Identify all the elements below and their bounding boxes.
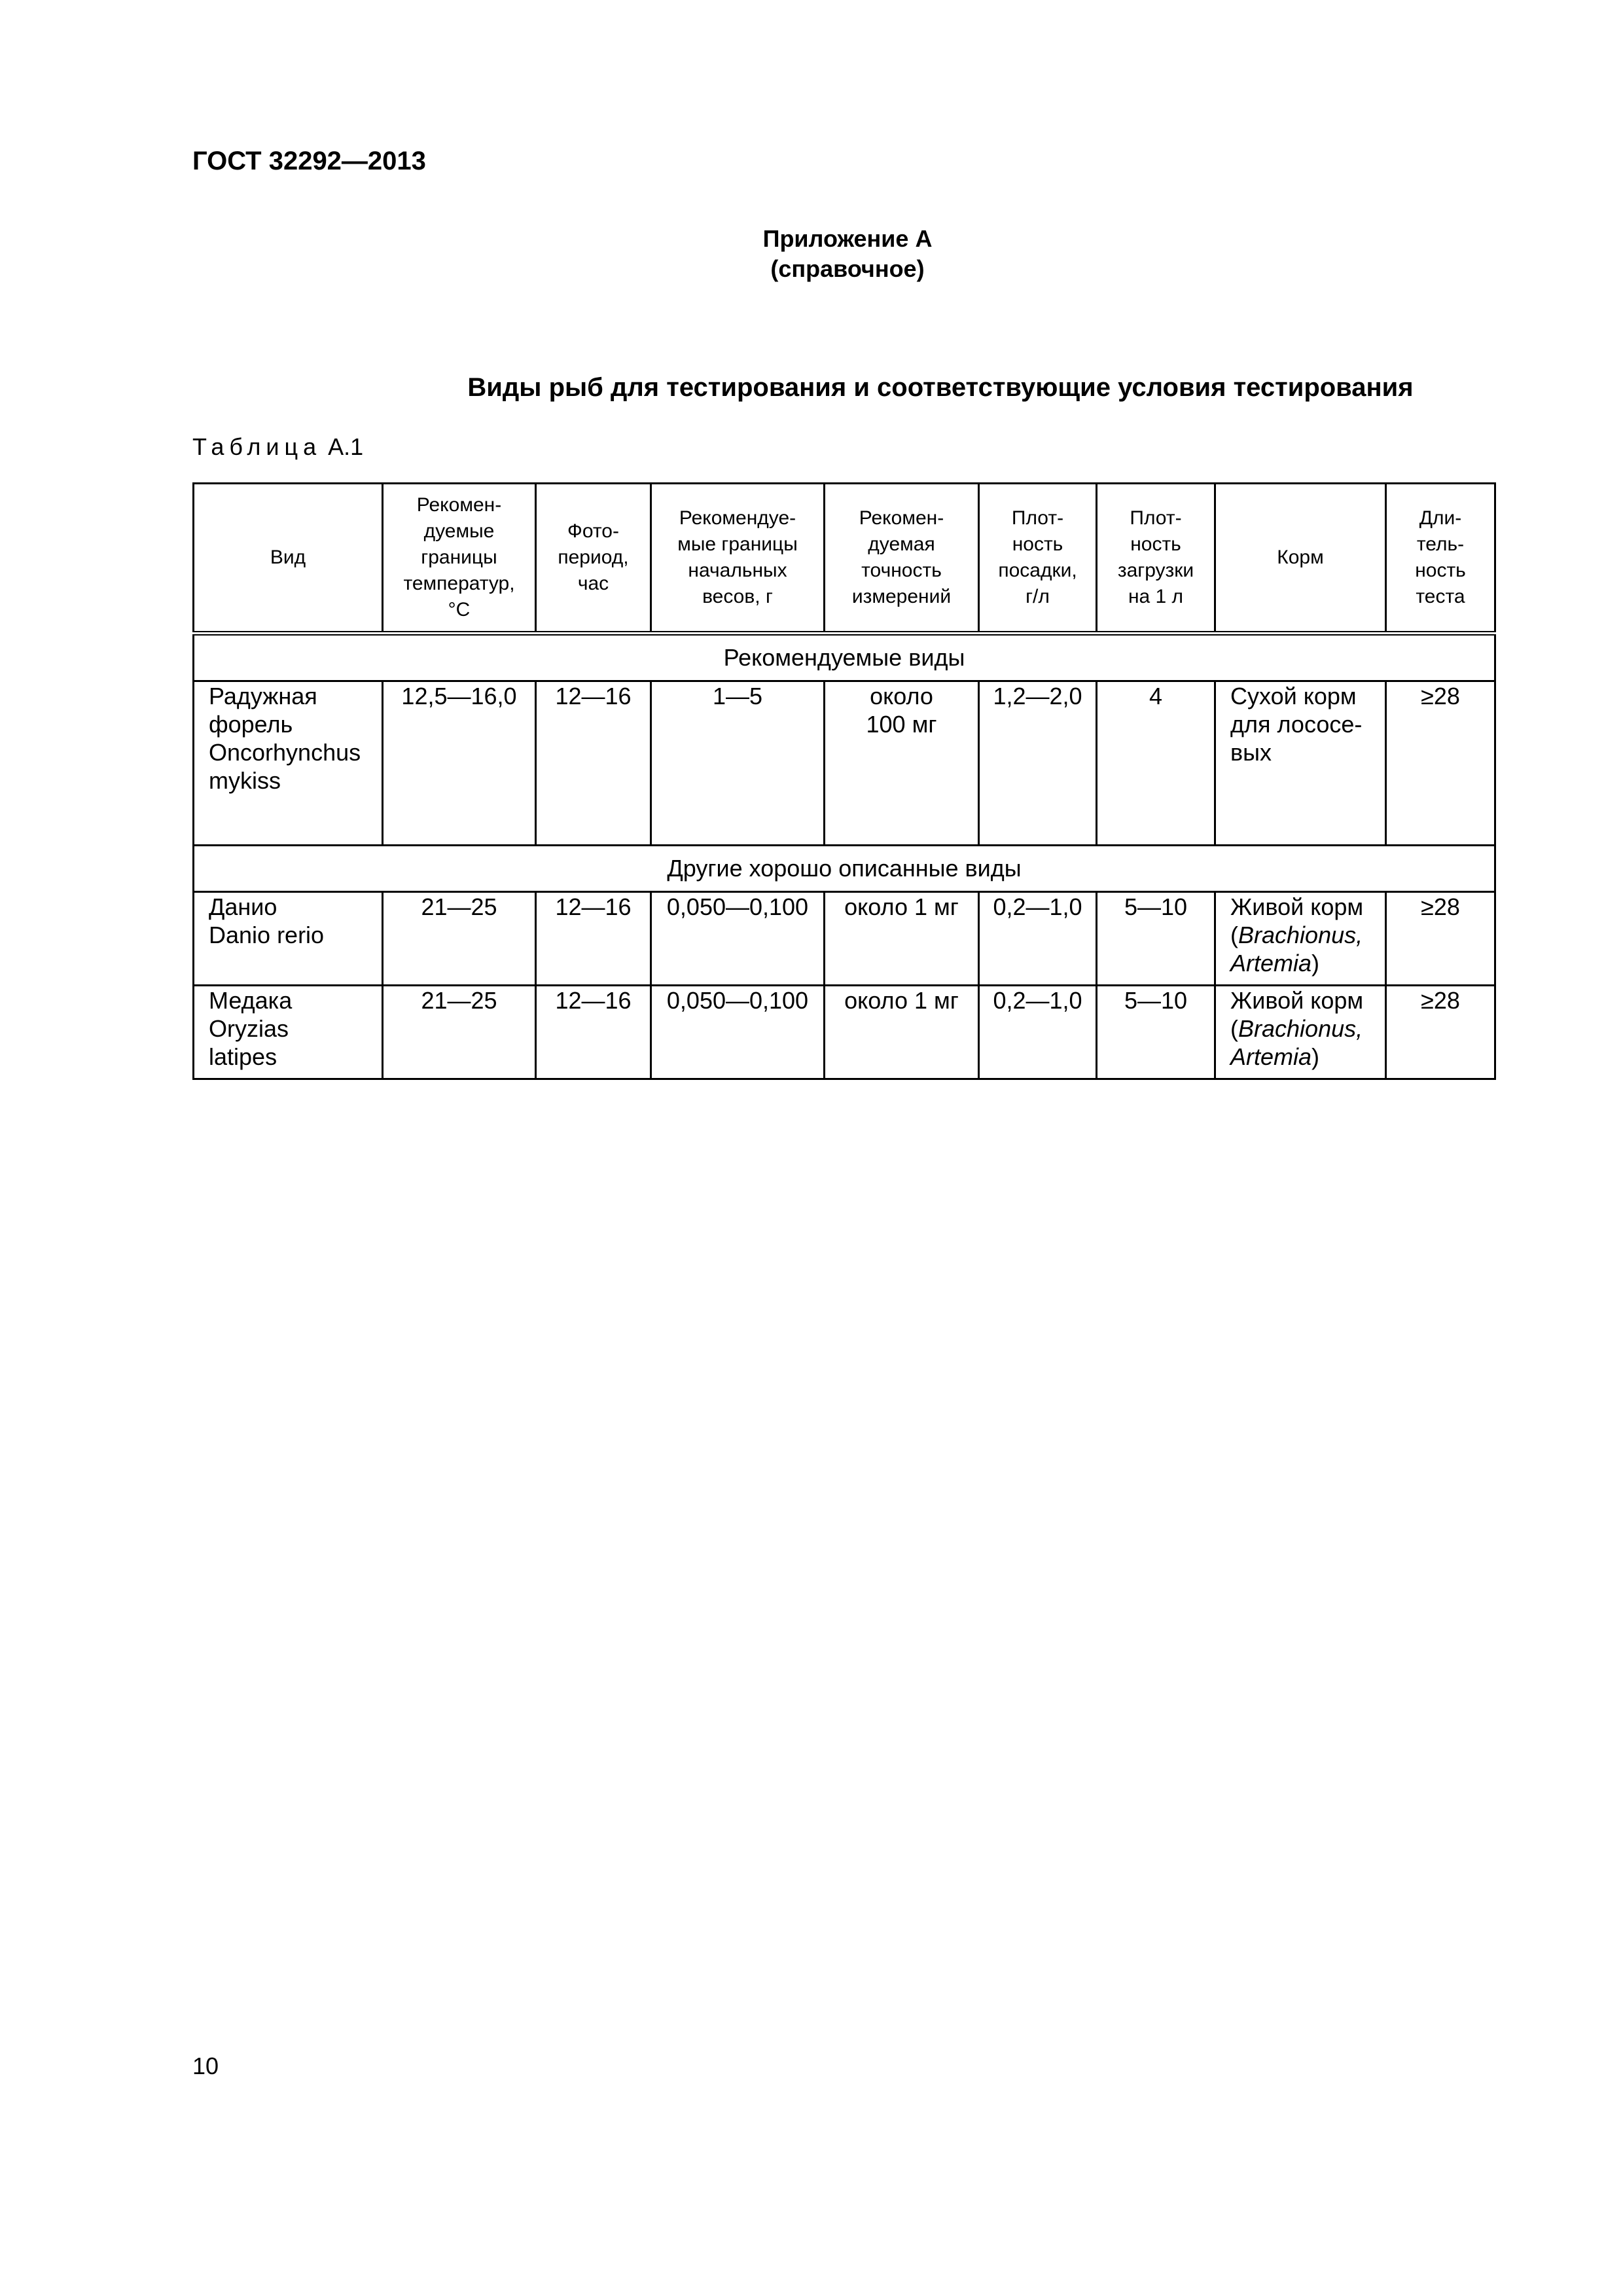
cell-loading-density: 5—10 — [1097, 986, 1215, 1079]
cell-temperature: 21—25 — [383, 892, 536, 986]
annex-title: Приложение А — [762, 225, 933, 252]
cell-feed: Сухой корм для лососе- вых — [1215, 681, 1386, 846]
header-feed: Корм — [1215, 484, 1386, 634]
cell-initial-weight: 1—5 — [651, 681, 825, 846]
cell-stocking-density: 0,2—1,0 — [979, 892, 1097, 986]
document-code: ГОСТ 32292—2013 — [192, 147, 426, 175]
annex-heading — [0, 224, 1623, 284]
table-caption — [192, 433, 363, 461]
cell-feed: Живой корм (Brachionus, Artemia) — [1215, 986, 1386, 1079]
cell-temperature: 21—25 — [383, 986, 536, 1079]
section-row-other — [194, 846, 1495, 892]
cell-initial-weight: 0,050—0,100 — [651, 986, 825, 1079]
section-label: Другие хорошо описанные виды — [194, 846, 1495, 892]
page-number: 10 — [192, 2053, 219, 2079]
fish-species-table — [192, 482, 1496, 1080]
cell-temperature: 12,5—16,0 — [383, 681, 536, 846]
cell-duration: ≥28 — [1386, 681, 1495, 846]
cell-accuracy: около 1 мг — [825, 892, 979, 986]
cell-duration: ≥28 — [1386, 986, 1495, 1079]
table-row — [194, 681, 1495, 846]
cell-accuracy: около 100 мг — [825, 681, 979, 846]
section-row-recommended — [194, 634, 1495, 681]
header-stocking-density: Плот- ность посадки, г/л — [979, 484, 1097, 634]
table-caption-word: Таблица — [192, 433, 322, 460]
table-row — [194, 986, 1495, 1079]
section-label: Рекомендуемые виды — [194, 634, 1495, 681]
table-caption-number: А.1 — [328, 433, 364, 460]
cell-photoperiod: 12—16 — [536, 986, 651, 1079]
cell-photoperiod: 12—16 — [536, 892, 651, 986]
header-duration: Дли- тель- ность теста — [1386, 484, 1495, 634]
cell-accuracy: около 1 мг — [825, 986, 979, 1079]
cell-loading-density: 5—10 — [1097, 892, 1215, 986]
header-loading-density: Плот- ность загрузки на 1 л — [1097, 484, 1215, 634]
cell-loading-density: 4 — [1097, 681, 1215, 846]
cell-species: Медака Oryzias latipes — [194, 986, 383, 1079]
cell-duration: ≥28 — [1386, 892, 1495, 986]
header-initial-weight: Рекомендуе- мые границы начальных весов, г — [651, 484, 825, 634]
document-title: Виды рыб для тестирования и соответствующие условия тестирования — [467, 373, 1414, 402]
table-header-row — [194, 484, 1495, 634]
table-row — [194, 892, 1495, 986]
cell-species: Радужная форель Oncorhynchus mykiss — [194, 681, 383, 846]
header-temperature: Рекомен- дуемые границы температур, °С — [383, 484, 536, 634]
cell-species: Данио Danio rerio — [194, 892, 383, 986]
header-photoperiod: Фото- период, час — [536, 484, 651, 634]
cell-photoperiod: 12—16 — [536, 681, 651, 846]
cell-feed: Живой корм (Brachionus, Artemia) — [1215, 892, 1386, 986]
cell-stocking-density: 1,2—2,0 — [979, 681, 1097, 846]
annex-note: (справочное) — [770, 255, 925, 282]
cell-stocking-density: 0,2—1,0 — [979, 986, 1097, 1079]
cell-initial-weight: 0,050—0,100 — [651, 892, 825, 986]
header-species: Вид — [194, 484, 383, 634]
header-accuracy: Рекомен- дуемая точность измерений — [825, 484, 979, 634]
